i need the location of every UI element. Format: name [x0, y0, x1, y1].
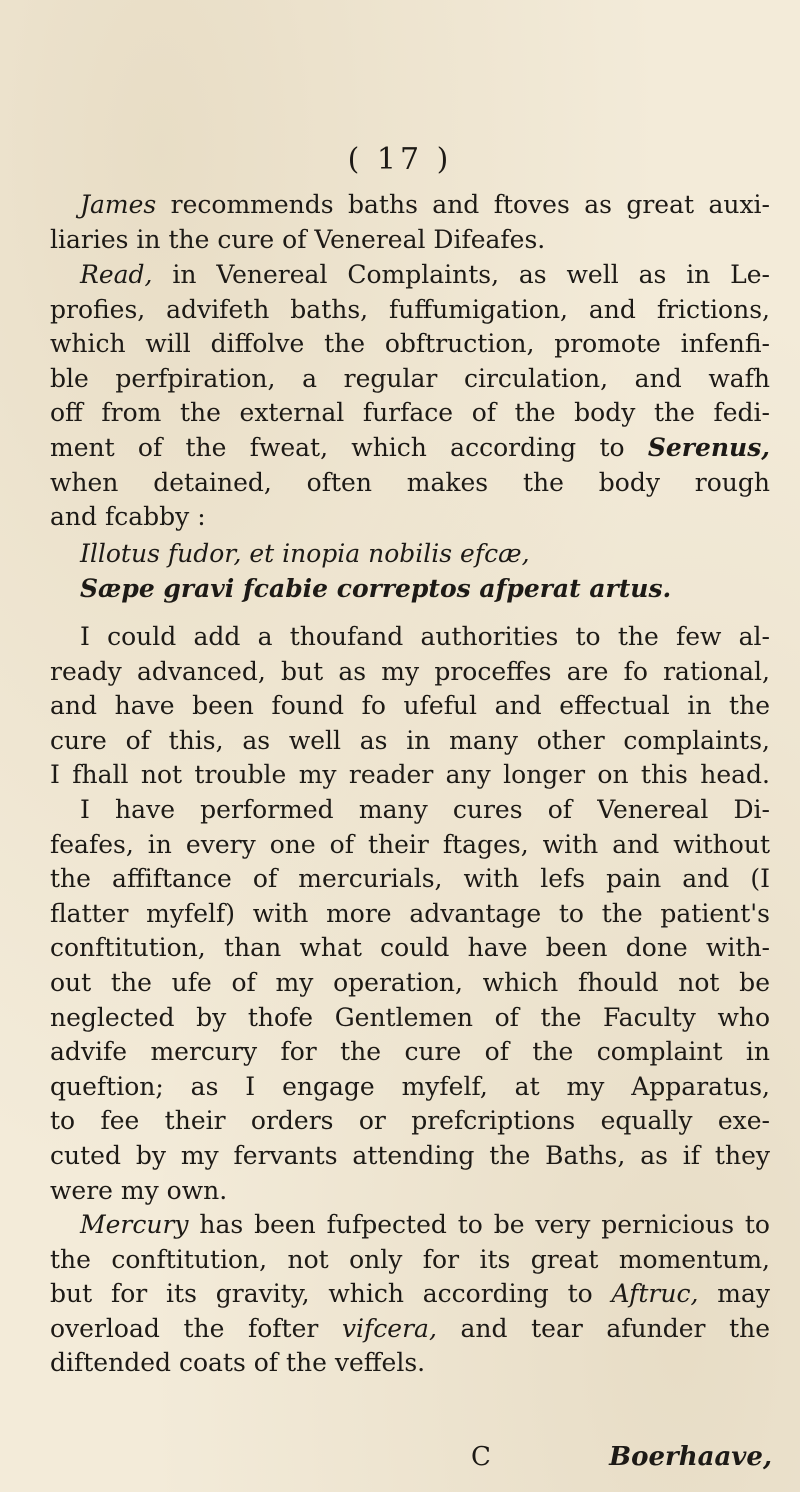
- text-line: James recommends baths and ftoves as great auxi-: [80, 190, 770, 219]
- text-line: neglected by thofe Gentlemen of the Faculty who: [50, 1002, 770, 1032]
- text-line: diftended coats of the veffels.: [50, 1348, 426, 1378]
- signature-mark: C: [471, 1442, 491, 1472]
- text-line: I fhall not trouble my reader any longer on this head.: [50, 760, 770, 790]
- text-line: overload the fofter vifcera, and tear afunder the: [50, 1313, 771, 1343]
- name-astruc: Aftruc,: [611, 1279, 699, 1309]
- verse-line: Sæpe gravi fcabie correptos afperat artus.: [80, 574, 672, 603]
- text-line: out the ufe of my operation, which fhould not be: [50, 967, 770, 997]
- text-line: I have performed many cures of Venereal Di-: [80, 794, 770, 824]
- text-line: conftitution, than what could have been done with-: [50, 933, 770, 963]
- paragraph-james: [50, 188, 770, 257]
- name-mercury: Mercury: [80, 1210, 189, 1239]
- text-line: cure of this, as well as in many other complaints,: [50, 725, 770, 755]
- text-line: liaries in the cure of Venereal Difeafes.: [50, 224, 546, 254]
- text-line: queftion; as I engage myfelf, at my Apparatus,: [50, 1071, 770, 1101]
- text-line: when detained, often makes the body rough: [50, 467, 770, 497]
- text-line: to fee their orders or prefcriptions equally exe-: [50, 1106, 770, 1136]
- catchword: Boerhaave,: [609, 1442, 772, 1472]
- text-line: ment of the fweat, which according to Serenus,: [50, 432, 770, 462]
- text-line: and fcabby :: [50, 502, 206, 532]
- paragraph-authorities: [50, 620, 770, 1208]
- name-serenus: Serenus,: [647, 432, 770, 462]
- text-line: cuted by my fervants attending the Baths, as if they: [50, 1140, 770, 1170]
- paragraph-mercury: [50, 1208, 770, 1381]
- text-line: I could add a thoufand authorities to the few al-: [80, 622, 770, 651]
- text-line: profies, advifeth baths, fuffumigation, and frictions,: [50, 294, 770, 324]
- text-line: which will diffolve the obftruction, promote infenfi-: [50, 329, 770, 359]
- text-line: the conftitution, not only for its great momentum,: [50, 1244, 770, 1274]
- text-line: feafes, in every one of their ftages, with and without: [50, 829, 770, 859]
- text-line: Read, in Venereal Complaints, as well as in Le-: [80, 260, 771, 289]
- text-line: Mercury has been fufpected to be very pernicious to: [80, 1210, 770, 1239]
- page-number: ( 17 ): [347, 142, 453, 177]
- name-read: Read,: [80, 260, 153, 289]
- name-james: James: [80, 190, 157, 219]
- verse-line: Illotus fudor, et inopia nobilis efcæ,: [80, 539, 530, 568]
- text-line: flatter myfelf) with more advantage to the patient's: [50, 898, 770, 928]
- text-line: ready advanced, but as my proceffes are fo rational,: [50, 656, 770, 686]
- text-line: and have been found fo ufeful and effectual in the: [50, 691, 770, 721]
- paragraph-read: [50, 258, 770, 535]
- text-line: but for its gravity, which according to Aftruc, may: [50, 1279, 770, 1309]
- text-line: advife mercury for the cure of the complaint in: [50, 1037, 770, 1067]
- term-viscera: vifcera,: [341, 1313, 437, 1343]
- latin-verse: [80, 536, 671, 606]
- text-line: the affiftance of mercurials, with lefs pain and (I: [50, 864, 770, 894]
- text-line: ble perfpiration, a regular circulation, and wafh: [50, 363, 770, 393]
- text-line: were my own.: [50, 1175, 228, 1205]
- text-line: off from the external furface of the body the fedi-: [50, 398, 770, 428]
